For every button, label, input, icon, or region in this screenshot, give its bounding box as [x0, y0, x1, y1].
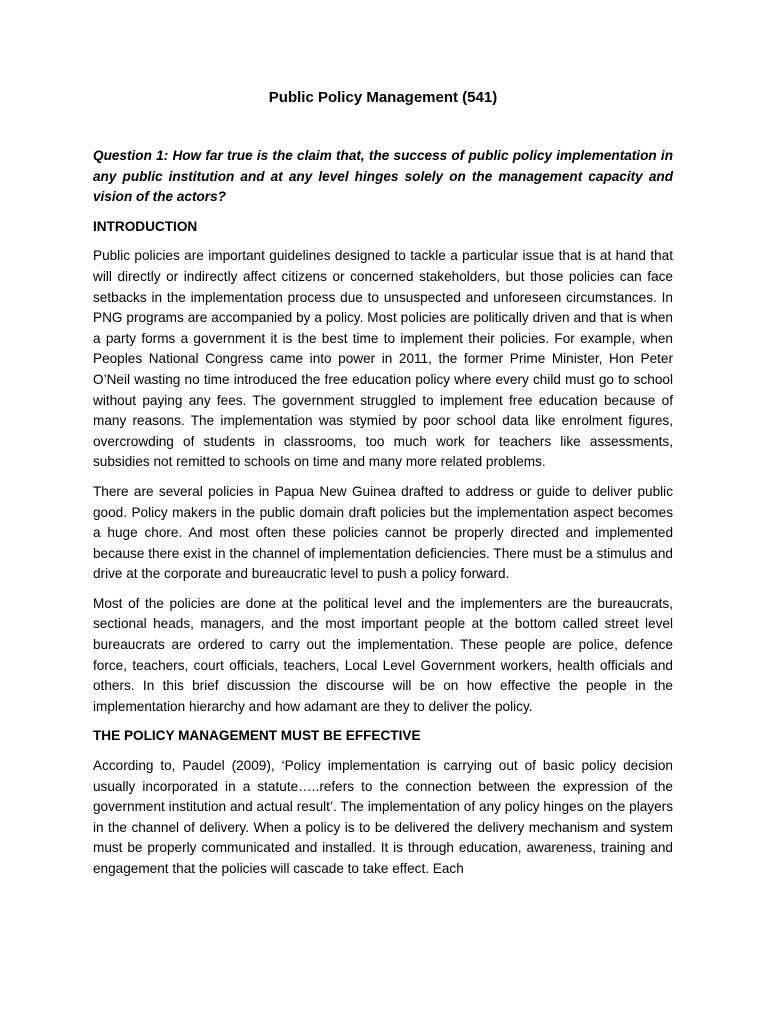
document-title: Public Policy Management (541) [268, 89, 498, 106]
section-introduction [93, 217, 673, 718]
section-heading-policy-management: THE POLICY MANAGEMENT MUST BE EFFECTIVE [93, 728, 421, 744]
question-text: Question 1: How far true is the claim that, the success of public policy implementation in any public institution and at any level hinges solely on the management capacity and vision of the actors? [93, 148, 673, 205]
paragraph: According to, Paudel (2009), ‘Policy implementation is carrying out of basic policy decision usually incorporated in a statute…..refers to the connection between the expression of the government institution and actual result’. The implementation of any policy hinges on the players in the channel of delivery. When a policy is to be delivered the delivery mechanism and system must be properly communicated and installed. It is through education, awareness, training and engagement that the policies will cascade to take effect. Each [93, 758, 673, 876]
paragraph: There are several policies in Papua New Guinea drafted to address or guide to deliver public good. Policy makers in the public domain draft policies but the implementation aspect becomes a huge chore. And most often these policies cannot be properly directed and implemented because there exist in the channel of implementation deficiencies. There must be a stimulus and drive at the corporate and bureaucratic level to push a policy forward. [93, 483, 673, 582]
paragraph: Public policies are important guidelines designed to tackle a particular issue that is at hand that will directly or indirectly affect citizens or concerned stakeholders, but those policies can face setbacks in the implementation process due to unsuspected and unforeseen circumstances. In PNG programs are accompanied by a policy. Most policies are politically driven and that is when a party forms a government it is the best time to implement their policies. For example, when Peoples National Congress came into power in 2011, the former Prime Minister, Hon Peter O’Neil wasting no time introduced the free education policy where every child must go to school without paying any fees. The government struggled to implement free education because of many reasons. The implementation was stymied by poor school data like enrolment figures, overcrowding of students in classrooms, too much work for teachers like assessments, subsidies not remitted to schools on time and many more related problems. [93, 248, 673, 470]
paragraph: Most of the policies are done at the political level and the implementers are the bureaucrats, sectional heads, managers, and the most important people at the bottom called street level bureaucrats are ordered to carry out the implementation. These people are police, defence force, teachers, court officials, teachers, Local Level Government workers, health officials and others. In this brief discussion the discourse will be on how effective the people in the implementation hierarchy and how adamant are they to deliver the policy. [93, 595, 673, 714]
section-policy-management [93, 726, 673, 879]
section-heading-introduction: INTRODUCTION [93, 218, 198, 234]
document-body [93, 88, 673, 889]
